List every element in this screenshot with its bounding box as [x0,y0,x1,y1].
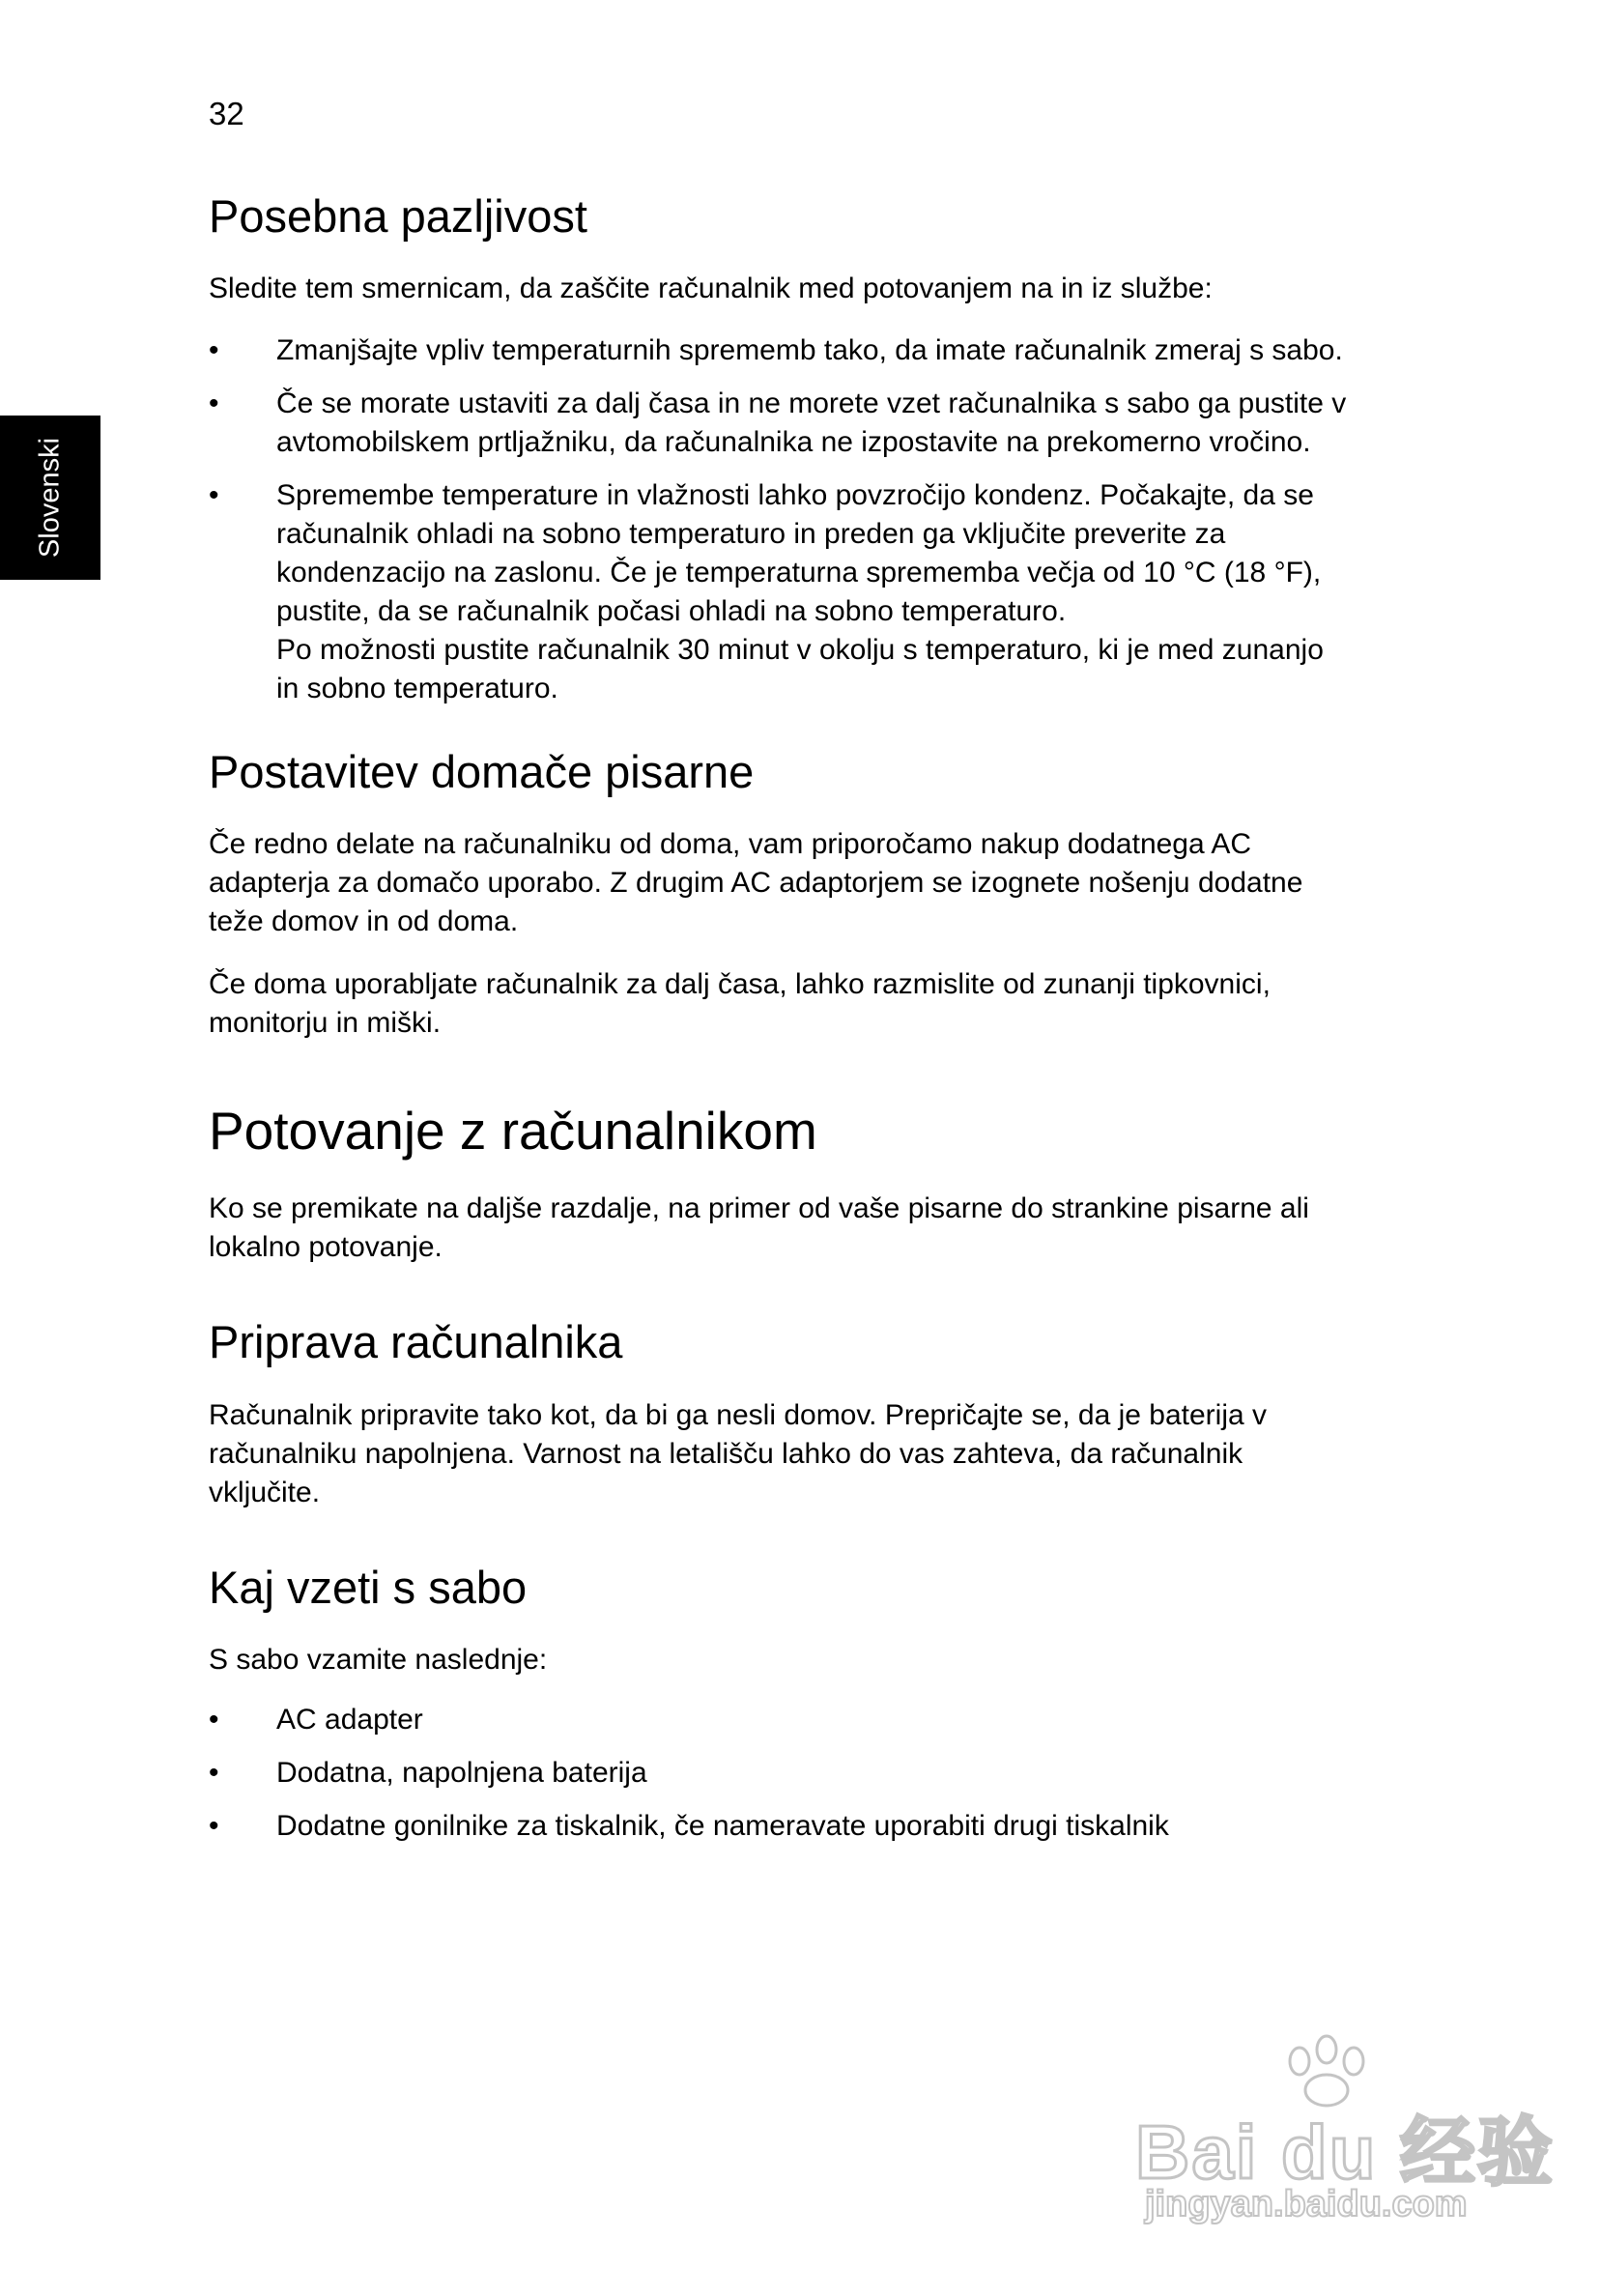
posebna-bullet-list [209,331,1349,708]
kaj-vzeti-intro: S sabo vzamite naslednje: [209,1644,548,1676]
bullet-icon: • [209,387,219,419]
language-side-tab [0,416,100,580]
list-item [209,1807,1349,1846]
side-tab-label: Slovenski [34,437,66,559]
watermark-main-text: Bai du 经验 [1135,2109,1556,2195]
list-item-text: AC adapter [276,1704,423,1736]
list-item-text: Dodatna, napolnjena baterija [276,1757,647,1789]
list-item-text: Dodatne gonilnike za tiskalnik, če nameravate uporabiti drugi tiskalnik [276,1810,1169,1842]
heading-priprava-racunalnika: Priprava računalnika [209,1316,623,1367]
baidu-watermark [1126,2034,1556,2237]
list-item [209,1754,1349,1793]
list-item [209,331,1349,370]
heading-posebna-pazljivost: Posebna pazljivost [209,190,587,242]
bullet-icon: • [209,479,219,511]
heading-kaj-vzeti-s-sabo: Kaj vzeti s sabo [209,1562,528,1613]
heading-potovanje-z-racunalnikom: Potovanje z računalnikom [209,1101,817,1161]
priprava-paragraph: Računalnik pripravite tako kot, da bi ga nesli domov. Prepričajte se, da je baterija v računalniku napolnjena. Varnost na letališču lahko do vas zahteva, da računalnik vključite. [209,1399,1268,1508]
list-item-text: Če se morate ustaviti za dalj časa in ne morete vzet računalnika s sabo ga pustite v avtomobilskem prtljažniku, da računalnika ne izpostavite na prekomerno vročino. [276,387,1347,458]
page-number: 32 [209,96,244,131]
heading-postavitev-domace-pisarne: Postavitev domače pisarne [209,746,755,797]
document-content [209,189,1349,1846]
kaj-vzeti-bullet-list [209,1701,1349,1846]
list-item-text: Zmanjšajte vpliv temperaturnih sprememb tako, da imate računalnik zmeraj s sabo. [276,334,1343,366]
potovanje-paragraph: Ko se premikate na daljše razdalje, na primer od vaše pisarne do strankine pisarne ali lokalno potovanje. [209,1192,1309,1263]
bullet-icon: • [209,1704,219,1736]
postavitev-paragraph-2: Če doma uporabljate računalnik za dalj časa, lahko razmislite od zunanji tipkovnici, monitorju in miški. [209,968,1271,1039]
bullet-icon: • [209,1757,219,1789]
postavitev-paragraph-1: Če redno delate na računalniku od doma, vam priporočamo nakup dodatnega AC adapterja za domačo uporabo. Z drugim AC adaptorjem se izognete nošenju dodatne teže domov in od doma. [209,828,1303,937]
list-item [209,385,1349,462]
bullet-icon: • [209,1810,219,1842]
list-item [209,476,1349,708]
posebna-intro: Sledite tem smernicam, da zaščite računalnik med potovanjem na in iz službe: [209,273,1213,304]
list-item-text: Spremembe temperature in vlažnosti lahko povzročijo kondenz. Počakajte, da se računalnik ohladi na sobno temperaturo in preden ga vključite preverite za kondenzacijo na zaslonu. Če je temperaturna sprememba večja od 10 °C (18 °F), pustite, da se računalnik počasi ohladi na sobno temperaturo. [276,479,1322,627]
watermark-sub-text: jingyan.baidu.com [1145,2184,1468,2224]
list-item [209,1701,1349,1739]
bullet-icon: • [209,334,219,366]
list-item-text-continued: Po možnosti pustite računalnik 30 minut v okolju s temperaturo, ki je med zunanjo in sobno temperaturo. [276,634,1324,704]
